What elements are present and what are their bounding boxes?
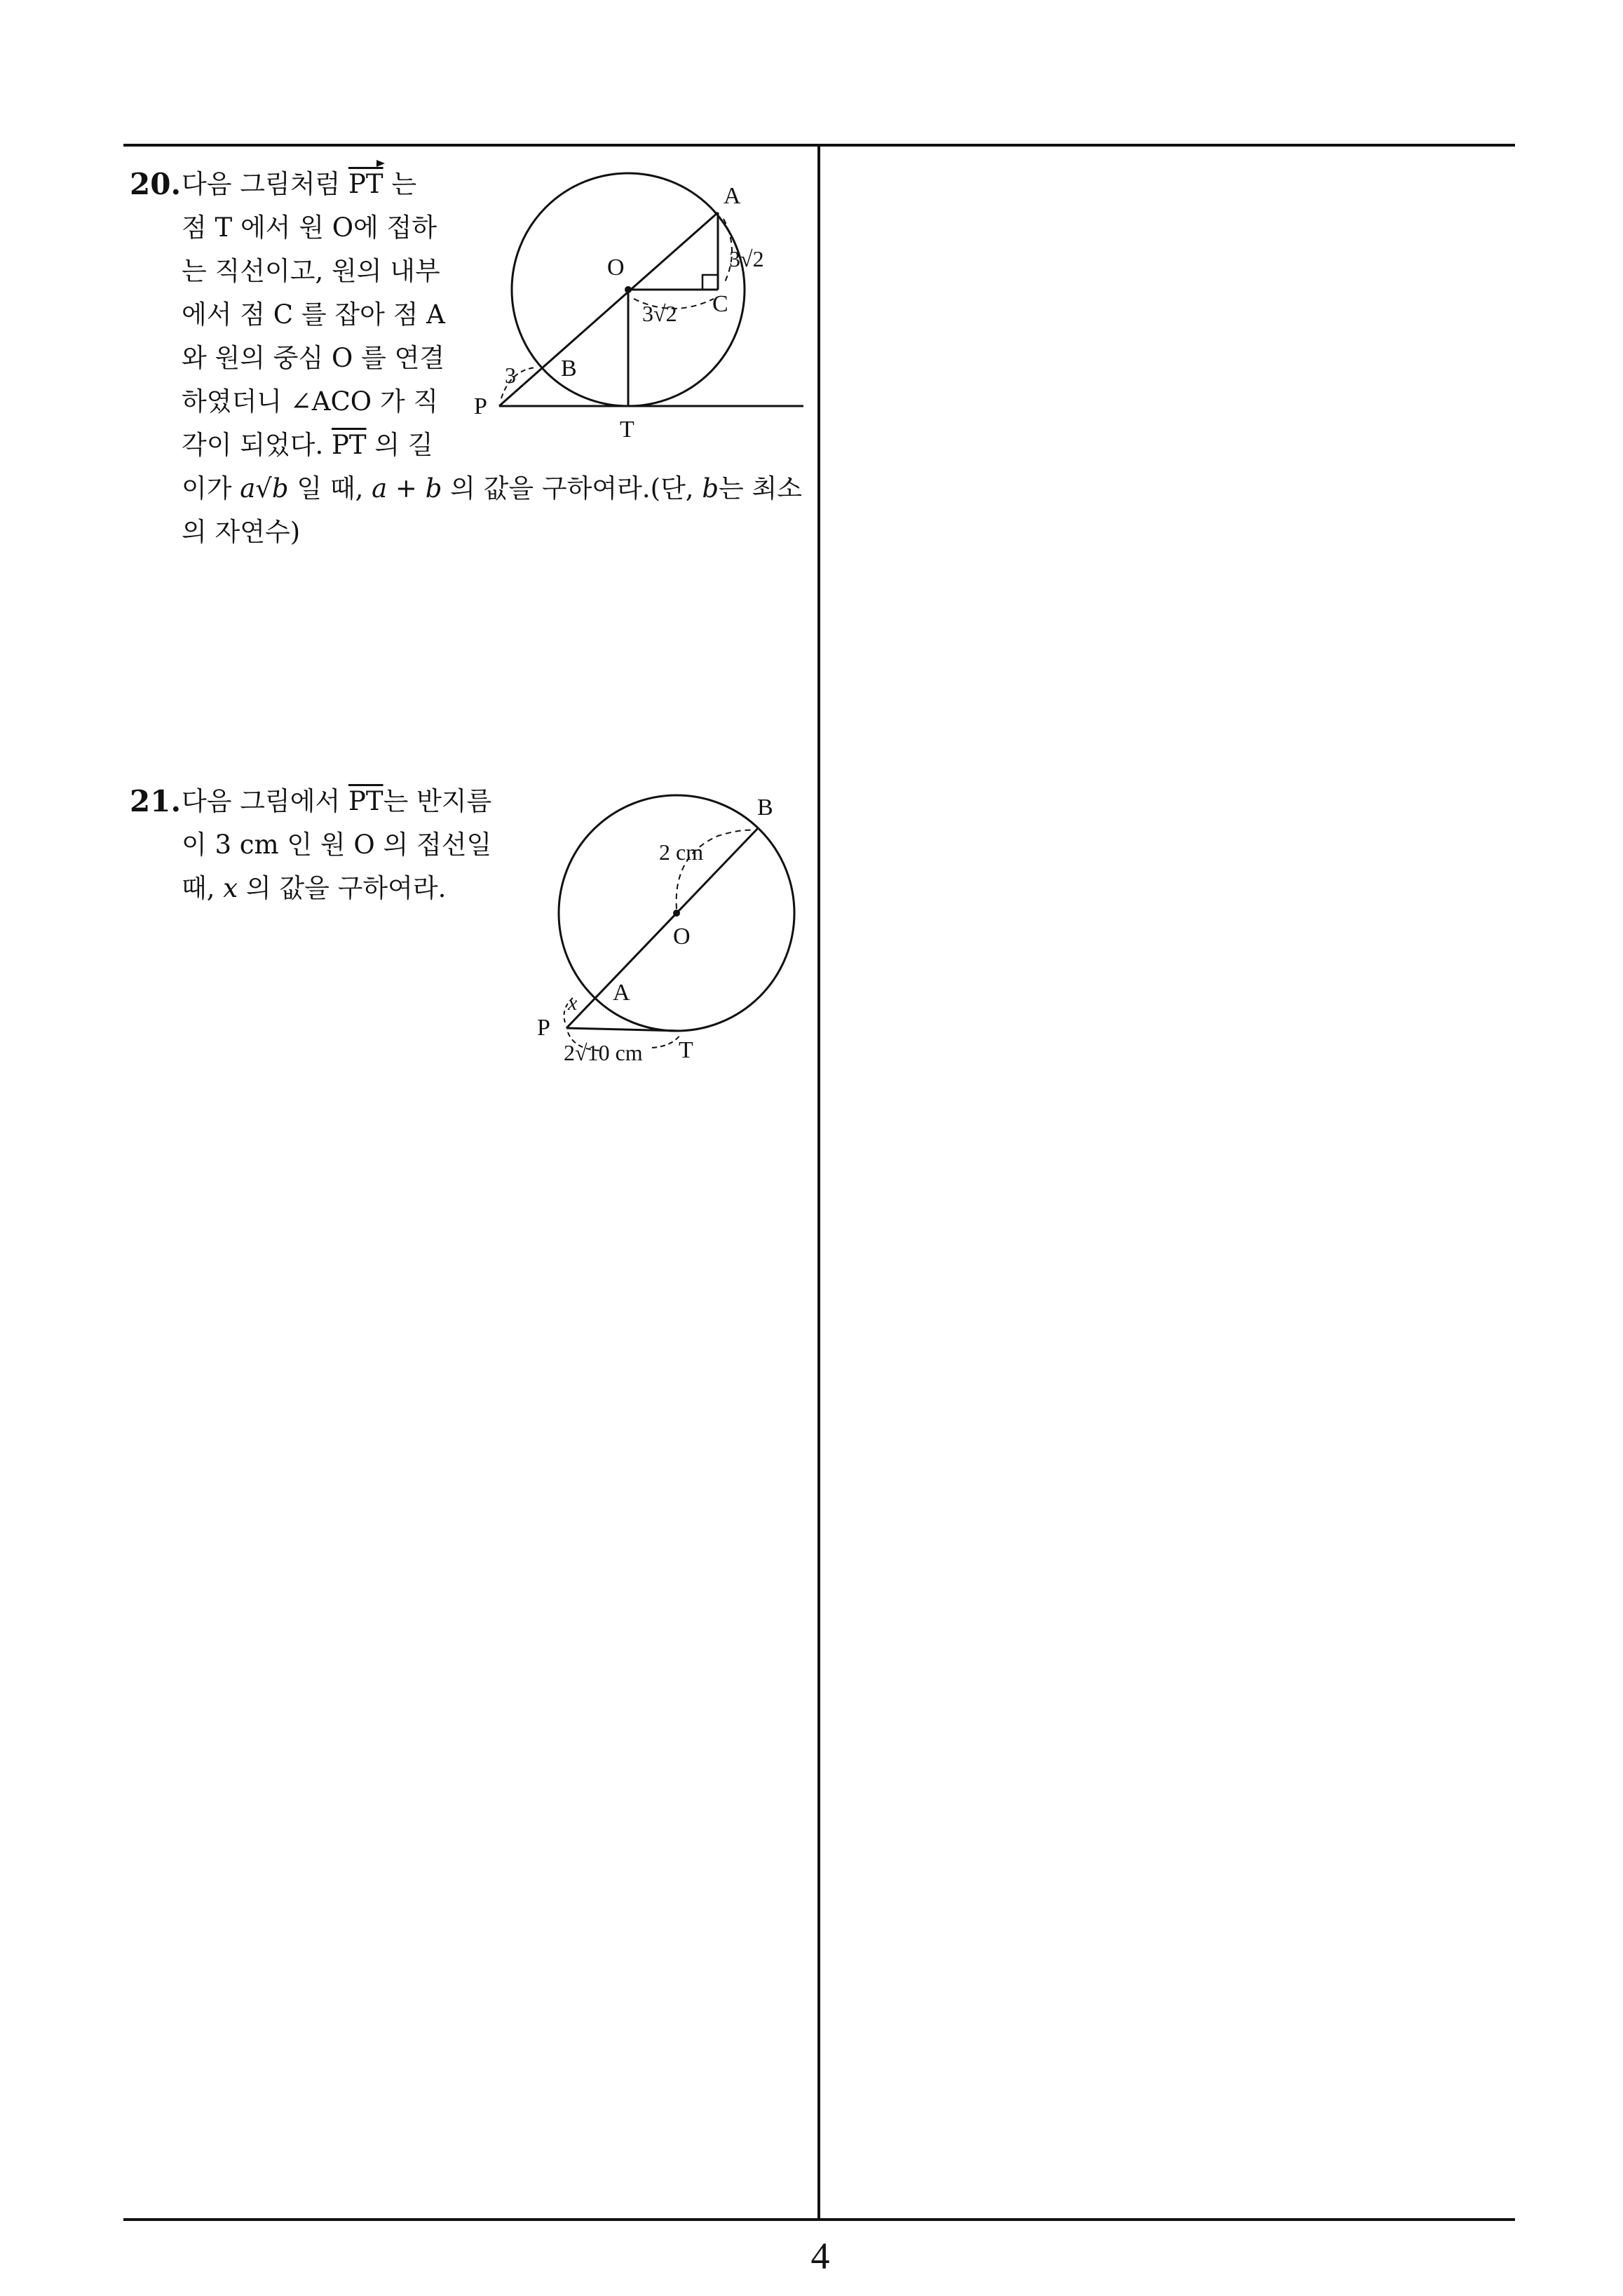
pt-segment: $\overline{PT}$ (332, 430, 367, 460)
problem-21-line-2: 이 3 cm 인 원 O 의 접선일 (182, 830, 492, 860)
center-o-dot (625, 286, 632, 293)
bottom-rule (123, 2218, 1515, 2221)
math-a-sqrt-b: a√b (240, 473, 289, 504)
center-o-dot (673, 910, 680, 917)
label-a: A (724, 183, 741, 209)
problem-20-line-4: 에서 점 C 를 잡아 점 A (182, 299, 445, 330)
secant-pa (499, 212, 718, 406)
problem-20-line-6: 하였더니 ∠ACO 가 직 (182, 386, 439, 417)
label-t: T (679, 1037, 693, 1063)
label-ac-length: 3√2 (729, 246, 764, 271)
label-p: P (474, 393, 487, 419)
problem-20-line-5: 와 원의 중심 O 를 연결 (182, 343, 445, 373)
problem-21 (130, 780, 550, 920)
problem-20-line-9: 의 자연수) (182, 517, 301, 547)
problem-20-number: 20. (130, 167, 182, 201)
problem-20-line-2: 점 T 에서 원 O에 접하 (182, 212, 437, 243)
label-b: B (757, 795, 773, 821)
page-number: 4 (810, 2235, 830, 2277)
label-p: P (537, 1015, 550, 1041)
problem-20-line-1: 다음 그림처럼 $\overline{PT}$ 는 (182, 163, 416, 206)
label-ob-length: 2 cm (659, 839, 704, 865)
label-pt-length: 2√10 cm (564, 1040, 643, 1065)
label-b: B (561, 356, 577, 381)
problem-21-number: 21. (130, 784, 182, 818)
problem-21-line-1: 다음 그림에서 $\overline{PT}$는 반지름 (182, 786, 492, 816)
right-angle-mark (702, 275, 718, 290)
label-o: O (607, 255, 625, 281)
problem-20-line-8: 이가 a√b 일 때, a + b 의 값을 구하여라.(단, b는 최소 (182, 473, 803, 504)
column-divider (817, 144, 820, 2221)
label-pb-length: 3 (505, 363, 516, 388)
pt-vector: $\overline{PT}$ (348, 163, 383, 206)
label-c: C (712, 291, 728, 317)
label-oc-length: 3√2 (642, 301, 677, 326)
label-a: A (613, 980, 630, 1006)
pt-segment: $\overline{PT}$ (348, 786, 383, 816)
problem-21-line-3: 때, x 의 값을 구하여라. (182, 873, 447, 903)
problem-20-line-3: 는 직선이고, 원의 내부 (182, 256, 440, 286)
label-x: x (568, 992, 578, 1015)
label-t: T (620, 417, 634, 443)
problem-20-figure (463, 168, 813, 463)
tangent-pt (566, 1028, 680, 1031)
problem-21-figure (533, 785, 827, 1094)
label-o: O (673, 924, 691, 950)
problem-20-line-7: 각이 되었다. $\overline{PT}$ 의 길 (182, 430, 433, 460)
